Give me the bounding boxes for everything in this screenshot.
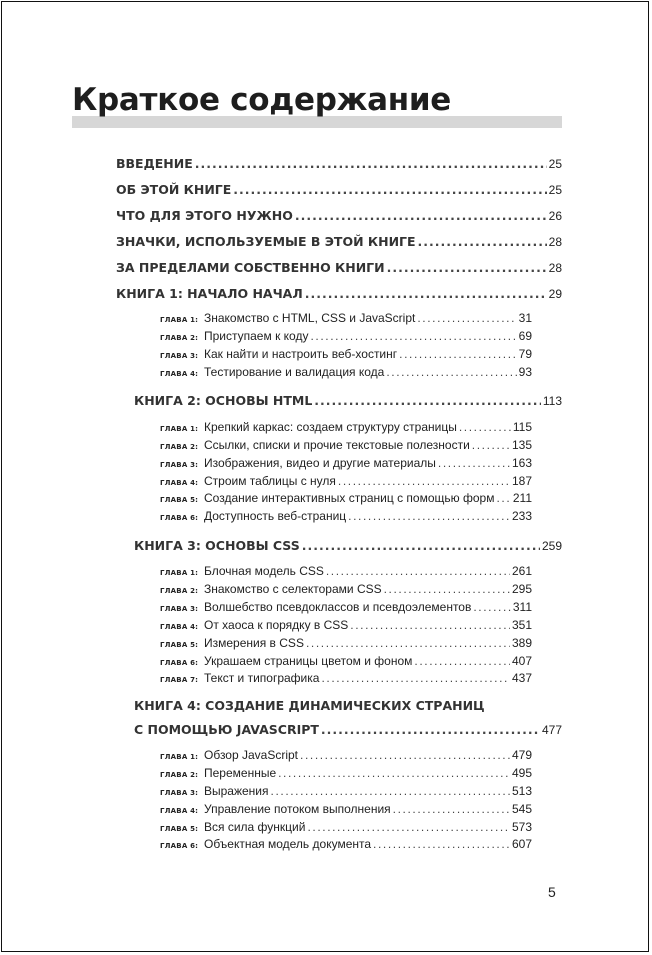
dot-leader [278, 766, 510, 780]
chapter-title: Знакомство с селекторами CSS [204, 582, 382, 596]
chapter-page: 311 [512, 600, 532, 614]
chapter-title: Создание интерактивных страниц с помощью форм [204, 491, 495, 505]
chapter-tag: ГЛАВА 3: [160, 461, 199, 469]
dot-leader [387, 260, 547, 275]
toc-chapter-entry[interactable] [160, 329, 532, 345]
toc-entry-label: КНИГА 2: ОСНОВЫ HTML [134, 393, 313, 408]
toc-entry-label: ЗНАЧКИ, ИСПОЛЬЗУЕМЫЕ В ЭТОЙ КНИГЕ [116, 234, 416, 249]
dot-leader [321, 722, 540, 737]
chapter-title: Как найти и настроить веб-хостинг [204, 347, 398, 361]
chapter-page: 135 [511, 438, 532, 452]
chapter-tag: ГЛАВА 7: [160, 676, 199, 684]
toc-chapter-entry[interactable] [160, 491, 532, 507]
toc-entry-requirements[interactable] [116, 208, 562, 226]
toc-chapter-entry[interactable] [160, 347, 532, 363]
toc-entry-introduction[interactable] [116, 156, 562, 174]
toc-chapter-entry[interactable] [160, 784, 532, 800]
dot-leader [295, 208, 547, 223]
chapter-tag: ГЛАВА 1: [160, 569, 199, 577]
chapter-title: Вся сила функций [204, 820, 306, 834]
chapter-tag: ГЛАВА 3: [160, 789, 199, 797]
chapter-tag: ГЛАВА 2: [160, 334, 199, 342]
toc-entry-book-3[interactable] [134, 538, 562, 556]
dot-leader [417, 311, 516, 325]
toc-chapter-entry[interactable] [160, 456, 532, 472]
dot-leader [473, 600, 511, 614]
toc-entry-page: 28 [548, 235, 562, 249]
dot-leader [393, 802, 510, 816]
toc-chapter-entry[interactable] [160, 311, 532, 327]
chapter-title: Обзор JavaScript [204, 748, 299, 762]
chapter-tag: ГЛАВА 2: [160, 771, 199, 779]
toc-chapter-entry[interactable] [160, 671, 532, 687]
chapter-tag: ГЛАВА 1: [160, 316, 199, 324]
toc-entry-label: С ПОМОЩЬЮ JAVASCRIPT [134, 722, 319, 737]
toc-entry-page: 25 [548, 183, 562, 197]
toc-chapter-entry[interactable] [160, 748, 532, 764]
chapter-page: 573 [511, 820, 532, 834]
toc-entry-label: ОБ ЭТОЙ КНИГЕ [116, 182, 232, 197]
dot-leader [414, 654, 510, 668]
dot-leader [326, 564, 510, 578]
chapter-tag: ГЛАВА 5: [160, 641, 199, 649]
chapter-title: Волшебство псевдоклассов и псевдоэлементов [204, 600, 472, 614]
toc-entry-page: 25 [548, 157, 562, 171]
chapter-page: 187 [511, 474, 532, 488]
chapter-tag: ГЛАВА 2: [160, 587, 199, 595]
toc-chapter-entry[interactable] [160, 582, 532, 598]
toc-entry-page: 477 [541, 723, 562, 737]
toc-entry-about-book[interactable] [116, 182, 562, 200]
toc-entry-label: КНИГА 1: НАЧАЛО НАЧАЛ [116, 286, 303, 301]
dot-leader [496, 491, 510, 505]
chapter-title: Изображения, видео и другие материалы [204, 456, 436, 470]
chapter-page: 295 [511, 582, 532, 596]
chapter-title: Текст и типографика [204, 671, 320, 685]
chapter-page: 79 [518, 347, 532, 361]
page-number: 5 [548, 884, 556, 900]
chapter-page: 513 [511, 784, 532, 798]
page-title: Краткое содержание [72, 82, 452, 118]
toc-entry-page: 259 [541, 539, 562, 553]
dot-leader [418, 234, 547, 249]
dot-leader [438, 456, 510, 470]
chapter-title: Приступаем к коду [204, 329, 309, 343]
chapter-tag: ГЛАВА 6: [160, 514, 199, 522]
toc-chapter-entry[interactable] [160, 564, 532, 580]
toc-entry-book-4-line1[interactable]: КНИГА 4: СОЗДАНИЕ ДИНАМИЧЕСКИХ СТРАНИЦ [134, 698, 485, 713]
chapter-page: 607 [511, 837, 532, 851]
toc-chapter-entry[interactable] [160, 438, 532, 454]
chapter-tag: ГЛАВА 3: [160, 605, 199, 613]
chapter-tag: ГЛАВА 1: [160, 425, 199, 433]
toc-entry-page: 113 [542, 394, 562, 408]
chapter-title: Управление потоком выполнения [204, 802, 391, 816]
dot-leader [314, 393, 541, 408]
dot-leader [386, 365, 516, 379]
chapter-tag: ГЛАВА 6: [160, 842, 199, 850]
toc-chapter-entry[interactable] [160, 820, 532, 836]
toc-chapter-entry[interactable] [160, 654, 532, 670]
chapter-page: 495 [511, 766, 532, 780]
toc-entry-book-1[interactable] [116, 286, 562, 304]
toc-entry-page: 29 [548, 287, 562, 301]
chapter-page: 407 [511, 654, 532, 668]
toc-entry-label: КНИГА 3: ОСНОВЫ CSS [134, 538, 300, 553]
chapter-page: 233 [511, 509, 532, 523]
chapter-title: Знакомство с HTML, CSS и JavaScript [204, 311, 416, 325]
chapter-page: 115 [512, 420, 532, 434]
dot-leader [195, 156, 547, 171]
dot-leader [300, 748, 510, 762]
chapter-tag: ГЛАВА 4: [160, 479, 199, 487]
chapter-tag: ГЛАВА 4: [160, 370, 199, 378]
chapter-tag: ГЛАВА 5: [160, 825, 199, 833]
chapter-tag: ГЛАВА 2: [160, 443, 199, 451]
chapter-title: Строим таблицы с нуля [204, 474, 336, 488]
toc-entry-icons[interactable] [116, 234, 562, 252]
chapter-page: 93 [518, 365, 532, 379]
chapter-page: 479 [511, 748, 532, 762]
toc-chapter-entry[interactable] [160, 474, 532, 490]
chapter-title: Ссылки, списки и прочие текстовые полезности [204, 438, 470, 452]
toc-chapter-entry[interactable] [160, 837, 532, 853]
chapter-page: 69 [518, 329, 532, 343]
chapter-page: 31 [518, 311, 532, 325]
dot-leader [338, 474, 510, 488]
chapter-title: Тестирование и валидация кода [204, 365, 385, 379]
chapter-page: 261 [511, 564, 532, 578]
dot-leader [302, 538, 540, 553]
toc-entry-page: 26 [548, 209, 562, 223]
dot-leader [472, 438, 510, 452]
chapter-tag: ГЛАВА 1: [160, 753, 199, 761]
dot-leader [399, 347, 516, 361]
chapter-tag: ГЛАВА 5: [160, 496, 199, 504]
dot-leader [348, 509, 510, 523]
chapter-page: 351 [511, 618, 532, 632]
dot-leader [305, 286, 547, 301]
toc-entry-label: ЗА ПРЕДЕЛАМИ СОБСТВЕННО КНИГИ [116, 260, 385, 275]
chapter-page: 545 [511, 802, 532, 816]
toc-chapter-entry[interactable] [160, 600, 532, 616]
chapter-title: Доступность веб-страниц [204, 509, 347, 523]
dot-leader [307, 820, 510, 834]
toc-entry-label: ЧТО ДЛЯ ЭТОГО НУЖНО [116, 208, 293, 223]
toc-chapter-entry[interactable] [160, 509, 532, 525]
chapter-title: Измерения в CSS [204, 636, 304, 650]
chapter-title: Объектная модель документа [204, 837, 372, 851]
toc-entry-book-2[interactable] [134, 393, 562, 411]
toc-chapter-entry[interactable] [160, 420, 532, 436]
toc-entry-label: ВВЕДЕНИЕ [116, 156, 193, 171]
chapter-title: Украшаем страницы цветом и фоном [204, 654, 413, 668]
dot-leader [384, 582, 510, 596]
chapter-title: Переменные [204, 766, 277, 780]
dot-leader [233, 182, 546, 197]
chapter-tag: ГЛАВА 6: [160, 659, 199, 667]
dot-leader [271, 784, 510, 798]
toc-chapter-entry[interactable] [160, 636, 532, 652]
dot-leader [373, 837, 510, 851]
chapter-tag: ГЛАВА 4: [160, 623, 199, 631]
toc-entry-book-4[interactable] [134, 722, 562, 740]
toc-entry-beyond-book[interactable] [116, 260, 562, 278]
toc-chapter-entry[interactable] [160, 365, 532, 381]
chapter-title: Выражения [204, 784, 269, 798]
chapter-title: Крепкий каркас: создаем структуру страницы [204, 420, 457, 434]
dot-leader [306, 636, 510, 650]
dot-leader [310, 329, 516, 343]
toc-chapter-entry[interactable] [160, 766, 532, 782]
chapter-page: 163 [511, 456, 532, 470]
chapter-tag: ГЛАВА 4: [160, 807, 199, 815]
toc-chapter-entry[interactable] [160, 802, 532, 818]
chapter-tag: ГЛАВА 3: [160, 352, 199, 360]
dot-leader [350, 618, 510, 632]
dot-leader [321, 671, 510, 685]
chapter-title: От хаоса к порядку в CSS [204, 618, 349, 632]
chapter-page: 389 [511, 636, 532, 650]
chapter-page: 437 [511, 671, 532, 685]
chapter-title: Блочная модель CSS [204, 564, 324, 578]
toc-entry-page: 28 [548, 261, 562, 275]
chapter-page: 211 [512, 491, 532, 505]
dot-leader [459, 420, 511, 434]
toc-chapter-entry[interactable] [160, 618, 532, 634]
